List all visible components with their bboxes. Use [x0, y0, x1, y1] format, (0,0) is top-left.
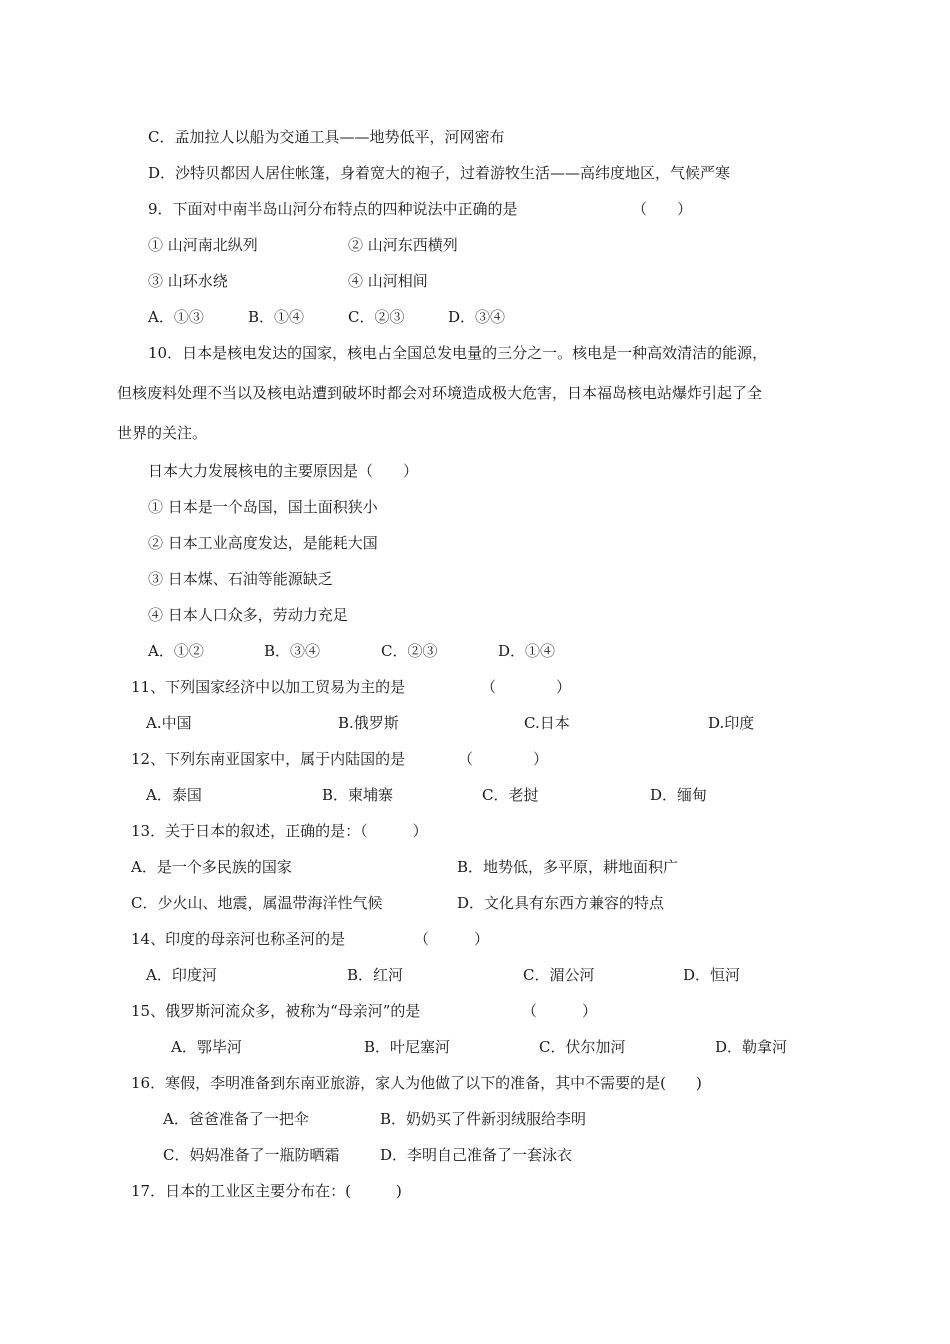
q9-option-d: D．③④: [448, 308, 506, 326]
q15-option-b: B．叶尼塞河: [364, 1038, 451, 1056]
q12-option-c: C．老挝: [482, 786, 539, 804]
q9-statement-2: ② 山河东西横列: [348, 236, 458, 254]
q11-answer-blank: （ ）: [481, 678, 572, 696]
q12-option-b: B．柬埔寨: [322, 786, 394, 804]
q11-option-b: B.俄罗斯: [338, 714, 399, 732]
q9-statement-4: ④ 山河相间: [348, 272, 428, 290]
q16-stem: 16．寒假，李明准备到东南亚旅游，家人为他做了以下的准备，其中不需要的是( ): [131, 1074, 702, 1092]
q14-option-c: C．湄公河: [523, 966, 595, 984]
q14-option-d: D．恒河: [683, 966, 741, 984]
q10-passage-line-3: 世界的关注。: [117, 424, 208, 442]
q17-stem: 17．日本的工业区主要分布在：( ): [131, 1182, 402, 1200]
q14-option-b: B．红河: [347, 966, 404, 984]
q10-option-d: D．①④: [498, 642, 556, 660]
q10-option-a: A．①②: [148, 642, 204, 660]
q8-option-c: C．孟加拉人以船为交通工具——地势低平，河网密布: [148, 128, 505, 146]
q13-option-b: B．地势低，多平原，耕地面积广: [457, 858, 679, 876]
q8-option-d: D．沙特贝都因人居住帐篷，身着宽大的袍子，过着游牧生活——高纬度地区，气候严寒: [148, 164, 731, 182]
q10-option-b: B．③④: [264, 642, 321, 660]
q16-option-c: C．妈妈准备了一瓶防晒霜: [163, 1146, 340, 1164]
q13-option-c: C．少火山、地震，属温带海洋性气候: [131, 894, 383, 912]
q10-stem: 日本大力发展核电的主要原因是（ ）: [148, 462, 419, 480]
q15-stem: 15、俄罗斯河流众多，被称为“母亲河”的是: [131, 1002, 421, 1020]
q14-answer-blank: （ ）: [414, 930, 490, 948]
q9-answer-blank: （ ）: [632, 200, 693, 218]
q13-stem: 13．关于日本的叙述，正确的是：（ ）: [131, 822, 428, 840]
q14-stem: 14、印度的母亲河也称圣河的是: [131, 930, 346, 948]
q10-passage-line-2: 但核废料处理不当以及核电站遭到破坏时都会对环境造成极大危害，日本福岛核电站爆炸引起了全: [117, 384, 763, 402]
q11-option-d: D.印度: [708, 714, 755, 732]
q16-option-d: D．李明自己准备了一套泳衣: [380, 1146, 573, 1164]
q15-answer-blank: （ ）: [522, 1002, 598, 1020]
q9-option-c: C．②③: [348, 308, 405, 326]
q16-option-b: B．奶奶买了件新羽绒服给李明: [380, 1110, 587, 1128]
q10-option-c: C．②③: [381, 642, 438, 660]
q9-stem: 9．下面对中南半岛山河分布特点的四种说法中正确的是: [148, 200, 518, 218]
q10-statement-2: ② 日本工业高度发达，是能耗大国: [148, 534, 378, 552]
q16-option-a: A．爸爸准备了一把伞: [163, 1110, 309, 1128]
q11-option-a: A.中国: [146, 714, 192, 732]
q9-option-b: B．①④: [248, 308, 305, 326]
q11-stem: 11、下列国家经济中以加工贸易为主的是: [131, 678, 406, 696]
q12-answer-blank: （ ）: [458, 750, 549, 768]
q13-option-d: D．文化具有东西方兼容的特点: [457, 894, 665, 912]
q12-option-d: D．缅甸: [650, 786, 708, 804]
q15-option-d: D．勒拿河: [715, 1038, 788, 1056]
q10-passage-line-1: 10．日本是核电发达的国家，核电占全国总发电量的三分之一。核电是一种高效清洁的能源，: [148, 344, 768, 362]
q10-statement-3: ③ 日本煤、石油等能源缺乏: [148, 570, 333, 588]
q12-option-a: A．泰国: [146, 786, 202, 804]
q12-stem: 12、下列东南亚国家中，属于内陆国的是: [131, 750, 406, 768]
q11-option-c: C.日本: [524, 714, 570, 732]
q9-statement-1: ① 山河南北纵列: [148, 236, 258, 254]
q15-option-c: C．伏尔加河: [539, 1038, 626, 1056]
q13-option-a: A．是一个多民族的国家: [131, 858, 292, 876]
q9-statement-3: ③ 山环水绕: [148, 272, 228, 290]
q15-option-a: A．鄂毕河: [171, 1038, 242, 1056]
q10-statement-1: ① 日本是一个岛国，国土面积狭小: [148, 498, 378, 516]
q9-option-a: A．①③: [148, 308, 204, 326]
q10-statement-4: ④ 日本人口众多，劳动力充足: [148, 606, 348, 624]
q14-option-a: A．印度河: [146, 966, 217, 984]
